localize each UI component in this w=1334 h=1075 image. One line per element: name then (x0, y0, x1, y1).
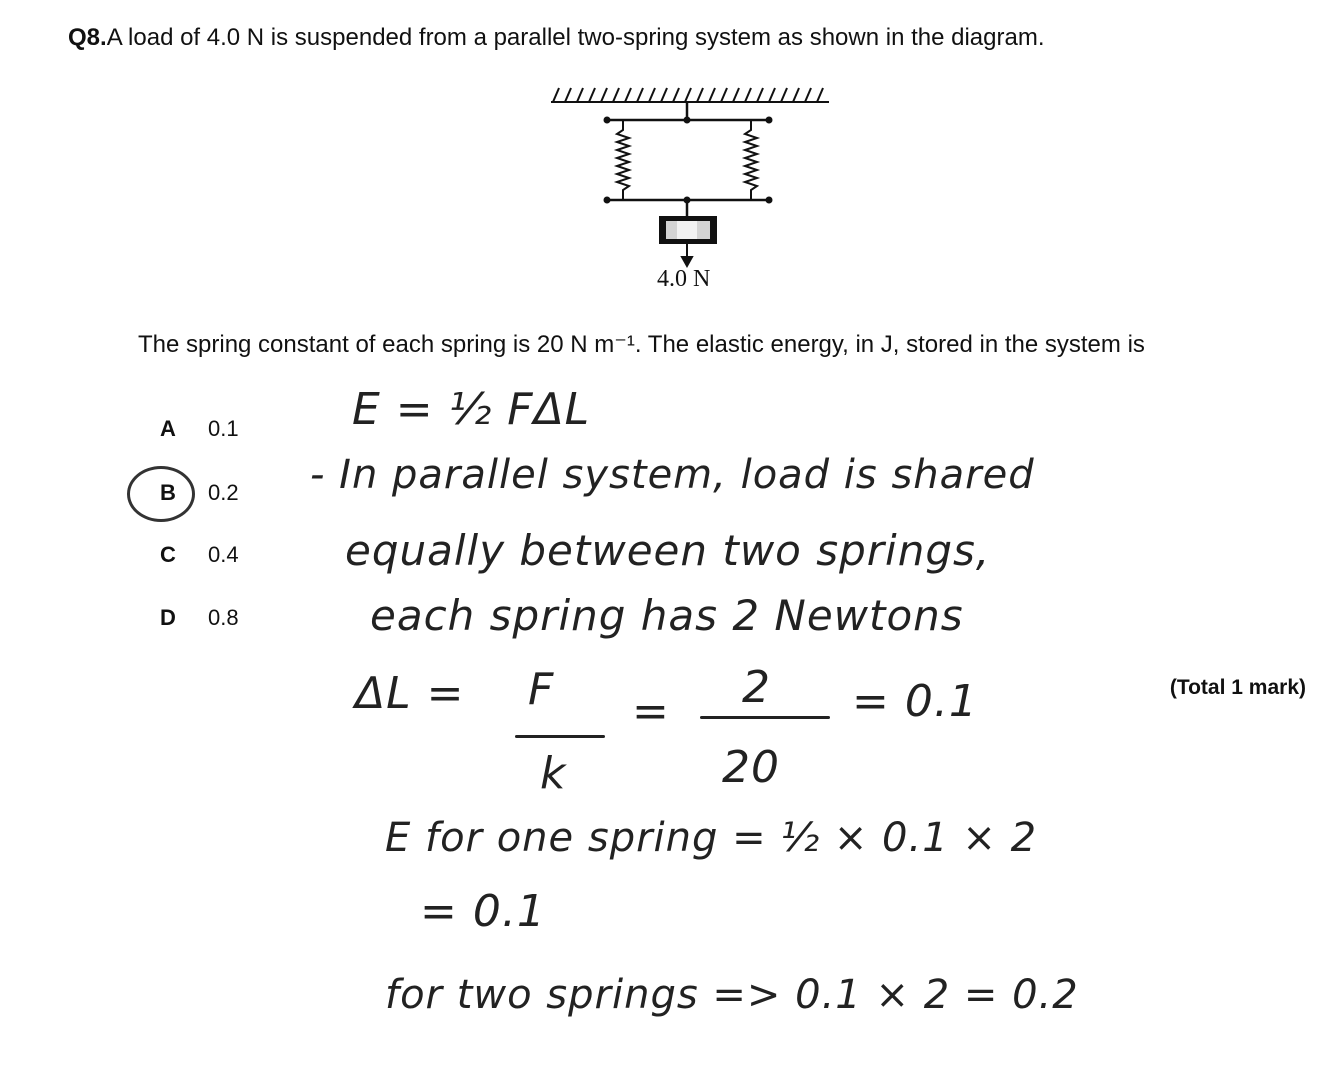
force-arrow (682, 244, 692, 266)
handwriting-line-6: E for one spring = ½ × 0.1 × 2 (385, 815, 1038, 861)
handwriting-delta-l: ΔL = (355, 668, 465, 719)
question-text: A load of 4.0 N is suspended from a parallel two-spring system as shown in the diagram. (106, 24, 1045, 51)
option-c-value: 0.4 (208, 542, 239, 567)
option-a-value: 0.1 (208, 416, 239, 441)
handwriting-line-7: = 0.1 (420, 886, 546, 937)
option-a-letter: A (160, 416, 176, 441)
handwriting-frac2-den: 20 (722, 742, 780, 793)
spring-system-diagram (545, 82, 845, 302)
handwriting-delta-result: = 0.1 (852, 676, 978, 727)
option-b-value: 0.2 (208, 480, 239, 505)
fraction-bar-2 (700, 716, 830, 719)
total-marks: (Total 1 mark) (1169, 676, 1306, 699)
option-d-value: 0.8 (208, 605, 239, 630)
load-block (659, 216, 717, 244)
question-number: Q8. (68, 24, 107, 51)
question-stem: The spring constant of each spring is 20 N m⁻¹. The elastic energy, in J, stored in the system is (138, 331, 1145, 358)
fraction-bar-1 (515, 735, 605, 738)
right-spring (745, 120, 757, 200)
handwriting-line-4: each spring has 2 Newtons (370, 591, 964, 640)
handwriting-line-2: - In parallel system, load is shared (310, 452, 1035, 498)
handwriting-frac1-den: k (540, 748, 567, 799)
ceiling-hatch (551, 88, 829, 102)
handwriting-frac2-num: 2 (742, 662, 771, 713)
joint-dots (604, 117, 773, 204)
handwriting-frac1-num: F (528, 664, 555, 715)
handwriting-equals: = (632, 686, 670, 737)
handwriting-line-8: for two springs => 0.1 × 2 = 0.2 (385, 972, 1079, 1018)
handwriting-line-3: equally between two springs, (345, 526, 991, 575)
handwriting-line-1: E = ½ FΔL (352, 384, 591, 435)
left-spring (617, 120, 629, 200)
option-c-letter: C (160, 542, 176, 567)
question-title (68, 24, 1045, 52)
selected-answer-circle (127, 466, 195, 522)
option-d-letter: D (160, 605, 176, 630)
option-b-letter: B (160, 480, 176, 505)
load-label: 4.0 N (657, 266, 711, 292)
